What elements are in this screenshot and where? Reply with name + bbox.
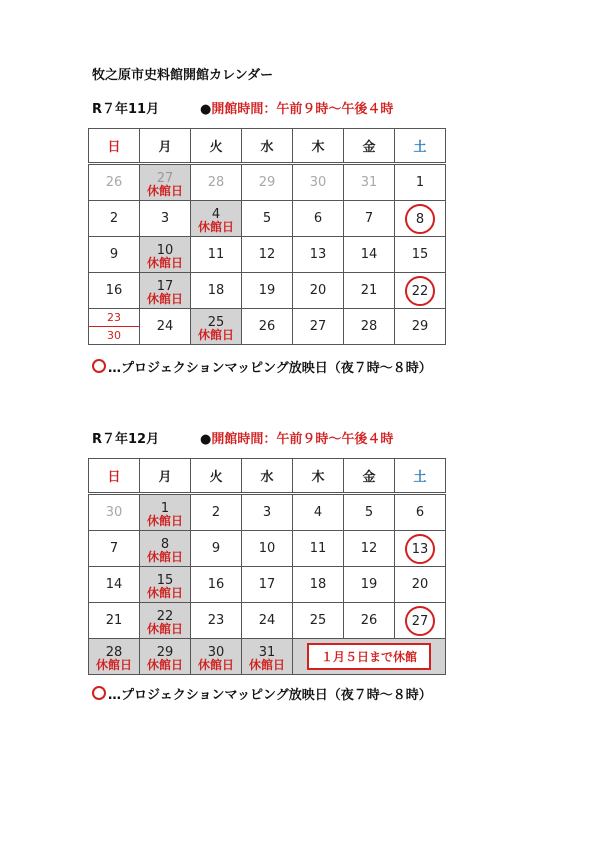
- day-number: 7: [364, 211, 374, 226]
- week-row: [89, 639, 446, 675]
- day-cell: [344, 309, 395, 345]
- day-number: 31: [360, 175, 378, 190]
- weekday-header: 火: [191, 129, 242, 164]
- day-cell: [140, 531, 191, 567]
- legend-text: …プロジェクションマッピング放映日（夜７時～８時）: [108, 361, 432, 376]
- day-cell: [140, 639, 191, 675]
- weekday-header: 日: [89, 459, 140, 494]
- circle-icon: [92, 686, 106, 700]
- day-cell: [140, 603, 191, 639]
- day-cell: [293, 567, 344, 603]
- weekday-header: 月: [140, 459, 191, 494]
- day-cell: [191, 603, 242, 639]
- day-cell: [395, 273, 446, 309]
- day-cell: [344, 494, 395, 531]
- day-number: 13: [309, 247, 327, 262]
- day-number: 7: [109, 541, 119, 556]
- bullet-icon: ●: [200, 432, 212, 447]
- weekday-header-row: [89, 459, 446, 494]
- opening-hours-text: 開館時間：午前９時～午後４時: [211, 432, 394, 447]
- day-cell: [344, 237, 395, 273]
- day-cell: [293, 603, 344, 639]
- month-calendar: [88, 458, 446, 675]
- day-number: 20: [411, 577, 429, 592]
- day-cell: [140, 494, 191, 531]
- day-number: 6: [415, 505, 425, 520]
- day-cell: [293, 164, 344, 201]
- day-cell: [140, 309, 191, 345]
- day-cell: [89, 201, 140, 237]
- closed-label: 休館日: [95, 658, 132, 672]
- day-number: 24: [258, 613, 276, 628]
- day-cell: [344, 201, 395, 237]
- day-number: 30: [207, 645, 225, 660]
- day-number: 24: [156, 319, 174, 334]
- day-number: 2: [211, 505, 221, 520]
- closed-label: 休館日: [146, 586, 183, 600]
- day-cell: [293, 309, 344, 345]
- day-cell: [191, 273, 242, 309]
- day-number: 23: [207, 613, 225, 628]
- day-number: 11: [207, 247, 225, 262]
- day-number: 15: [156, 573, 174, 588]
- day-number: 29: [156, 645, 174, 660]
- day-cell: [191, 164, 242, 201]
- day-number: 1: [160, 501, 170, 516]
- day-cell: [293, 201, 344, 237]
- closed-label: 休館日: [146, 622, 183, 636]
- day-cell: [89, 567, 140, 603]
- closed-label: 休館日: [146, 514, 183, 528]
- day-number: 10: [258, 541, 276, 556]
- day-cell: [140, 164, 191, 201]
- month-label: R７年12月: [92, 432, 160, 447]
- month-header: [92, 428, 393, 448]
- day-cell: [140, 201, 191, 237]
- day-number: 26: [360, 613, 378, 628]
- weekday-header: 木: [293, 129, 344, 164]
- day-number: 26: [258, 319, 276, 334]
- day-cell: [140, 567, 191, 603]
- day-cell: [191, 201, 242, 237]
- opening-hours-text: 開館時間：午前９時～午後４時: [211, 102, 394, 117]
- day-number: 27: [405, 606, 435, 636]
- closed-label: 休館日: [197, 220, 234, 234]
- day-cell: [344, 567, 395, 603]
- weekday-header: 月: [140, 129, 191, 164]
- week-row: [89, 309, 446, 345]
- day-cell: [293, 273, 344, 309]
- weekday-header: 金: [344, 459, 395, 494]
- day-number: 9: [109, 247, 119, 262]
- day-number: 9: [211, 541, 221, 556]
- day-number: 30: [309, 175, 327, 190]
- day-number: 13: [405, 534, 435, 564]
- day-cell: [395, 164, 446, 201]
- day-cell: [89, 531, 140, 567]
- day-cell: [293, 237, 344, 273]
- day-cell: [242, 567, 293, 603]
- legend: [92, 684, 432, 703]
- weekday-header: 水: [242, 459, 293, 494]
- day-number: 17: [156, 279, 174, 294]
- day-number: 16: [105, 283, 123, 298]
- day-number: 31: [258, 645, 276, 660]
- day-cell: [191, 237, 242, 273]
- day-cell: [344, 531, 395, 567]
- day-number: 28: [207, 175, 225, 190]
- day-number: 5: [364, 505, 374, 520]
- closed-label: 休館日: [146, 292, 183, 306]
- day-number: 2: [109, 211, 119, 226]
- day-number: 30: [107, 329, 121, 342]
- week-row: [89, 603, 446, 639]
- day-number: 4: [313, 505, 323, 520]
- weekday-header: 火: [191, 459, 242, 494]
- day-cell: [191, 494, 242, 531]
- day-cell: [395, 567, 446, 603]
- day-cell: [344, 273, 395, 309]
- day-cell: [140, 273, 191, 309]
- week-row: [89, 494, 446, 531]
- closed-label: 休館日: [146, 550, 183, 564]
- day-number: 18: [207, 283, 225, 298]
- weekday-header-row: [89, 129, 446, 164]
- weekday-header: 土: [395, 129, 446, 164]
- day-number: 18: [309, 577, 327, 592]
- day-cell: [89, 494, 140, 531]
- day-cell: [395, 309, 446, 345]
- week-row: [89, 237, 446, 273]
- day-cell: [242, 309, 293, 345]
- day-cell: [89, 273, 140, 309]
- month-header: [92, 98, 393, 118]
- day-number: 6: [313, 211, 323, 226]
- day-cell: [395, 494, 446, 531]
- closed-label: 休館日: [197, 658, 234, 672]
- closed-label: 休館日: [146, 184, 183, 198]
- day-cell: [395, 237, 446, 273]
- legend: [92, 357, 432, 376]
- day-cell: [395, 201, 446, 237]
- day-cell: [242, 237, 293, 273]
- day-number: 16: [207, 577, 225, 592]
- day-cell: [344, 603, 395, 639]
- day-cell: [191, 639, 242, 675]
- week-row: [89, 531, 446, 567]
- day-number: 12: [360, 541, 378, 556]
- notice-cell: [293, 639, 446, 675]
- day-number: 29: [258, 175, 276, 190]
- day-cell: [191, 567, 242, 603]
- weekday-header: 金: [344, 129, 395, 164]
- day-number: 21: [105, 613, 123, 628]
- bullet-icon: ●: [200, 102, 212, 117]
- weekday-header: 土: [395, 459, 446, 494]
- day-number: 15: [411, 247, 429, 262]
- day-number: 14: [360, 247, 378, 262]
- day-number: 27: [309, 319, 327, 334]
- day-cell: [344, 164, 395, 201]
- week-row: [89, 567, 446, 603]
- day-cell: [242, 531, 293, 567]
- day-number: 30: [105, 505, 123, 520]
- weekday-header: 水: [242, 129, 293, 164]
- page-title: 牧之原市史料館開館カレンダー: [92, 68, 274, 83]
- day-number: 14: [105, 577, 123, 592]
- closure-notice: １月５日まで休館: [307, 643, 431, 670]
- day-cell: [191, 309, 242, 345]
- day-number: 21: [360, 283, 378, 298]
- day-number: 10: [156, 243, 174, 258]
- day-cell: [242, 273, 293, 309]
- day-number: 20: [309, 283, 327, 298]
- day-number: 22: [405, 276, 435, 306]
- day-cell: [89, 603, 140, 639]
- closed-label: 休館日: [197, 328, 234, 342]
- closed-label: 休館日: [146, 658, 183, 672]
- day-number: 4: [211, 207, 221, 222]
- month-calendar: [88, 128, 446, 345]
- day-cell: [293, 531, 344, 567]
- day-number: 8: [160, 537, 170, 552]
- weekday-header: 日: [89, 129, 140, 164]
- day-cell: [89, 639, 140, 675]
- day-number: 25: [207, 315, 225, 330]
- day-cell: [293, 494, 344, 531]
- day-number: 3: [262, 505, 272, 520]
- day-cell: [89, 164, 140, 201]
- circle-icon: [92, 359, 106, 373]
- day-number: 17: [258, 577, 276, 592]
- day-number: 19: [258, 283, 276, 298]
- closed-label: 休館日: [146, 256, 183, 270]
- day-number: 1: [415, 175, 425, 190]
- day-cell: [242, 603, 293, 639]
- day-cell: [140, 237, 191, 273]
- day-cell: [89, 309, 140, 345]
- day-number: 28: [105, 645, 123, 660]
- weekday-header: 木: [293, 459, 344, 494]
- day-number: 23: [89, 309, 139, 327]
- opening-hours: [200, 102, 393, 117]
- day-number: 29: [411, 319, 429, 334]
- day-number: 8: [405, 204, 435, 234]
- week-row: [89, 201, 446, 237]
- day-cell: [395, 603, 446, 639]
- day-cell: [242, 201, 293, 237]
- day-number: 22: [156, 609, 174, 624]
- legend-text: …プロジェクションマッピング放映日（夜７時～８時）: [108, 688, 432, 703]
- day-number: 27: [156, 171, 174, 186]
- day-cell: [89, 237, 140, 273]
- day-number: 25: [309, 613, 327, 628]
- day-number: 28: [360, 319, 378, 334]
- day-cell: [242, 639, 293, 675]
- day-number: 26: [105, 175, 123, 190]
- day-cell: [242, 494, 293, 531]
- day-cell: [242, 164, 293, 201]
- week-row: [89, 273, 446, 309]
- opening-hours: [200, 432, 393, 447]
- day-cell: [395, 531, 446, 567]
- day-number: 5: [262, 211, 272, 226]
- week-row: [89, 164, 446, 201]
- day-number: 12: [258, 247, 276, 262]
- day-cell: [191, 531, 242, 567]
- month-label: R７年11月: [92, 102, 160, 117]
- closed-label: 休館日: [248, 658, 285, 672]
- day-number: 19: [360, 577, 378, 592]
- day-number: 3: [160, 211, 170, 226]
- day-number: 11: [309, 541, 327, 556]
